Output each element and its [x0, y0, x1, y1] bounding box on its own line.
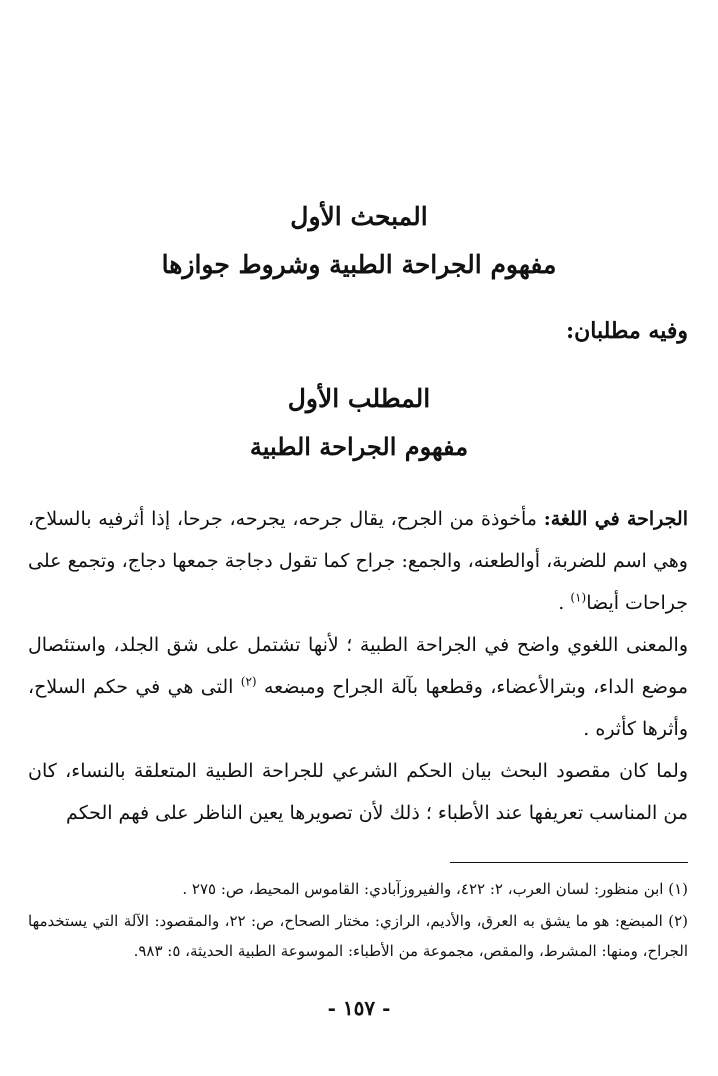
paragraph-text: مأخوذة من الجرح، يقال جرحه، يجرحه، جرحا، إذا أثرفيه بالسلاح، وهي اسم للضربة، أوالطعنه، والجمع: جراح كما تقول دجاجة جمعها دجاج، وتجمع على جراحات أيضا	[28, 508, 688, 614]
footnote-ref-2[interactable]: (٢)	[240, 674, 257, 689]
paragraph-purpose	[28, 750, 688, 834]
paragraph-text: ولما كان مقصود البحث بيان الحكم الشرعي للجراحة الطبية المتعلقة بالنساء، كان من المناسب تعريفها عند الأطباء ؛ ذلك لأن تصويرها يعين الناظر على فهم الحكم	[28, 760, 688, 824]
page-number: - ١٥٧ -	[327, 996, 391, 1020]
footnote-1: (١) ابن منظور: لسان العرب، ٢: ٤٢٢، والفيروزآبادي: القاموس المحيط، ص: ٢٧٥ .	[182, 880, 688, 898]
intro-line: وفيه مطلبان:	[566, 318, 688, 344]
paragraph-lead-term: الجراحة في اللغة:	[543, 508, 689, 530]
paragraph-end: التى هي في حكم السلاح، وأثرها كأثره .	[28, 676, 688, 740]
paragraph-end: .	[558, 592, 571, 614]
paragraph-linguistic-meaning	[28, 624, 688, 750]
footnote-divider	[450, 862, 688, 863]
section-subtitle: مفهوم الجراحة الطبية وشروط جوازها	[161, 250, 557, 279]
subsection-subtitle: مفهوم الجراحة الطبية	[249, 432, 469, 461]
footnote-ref-1[interactable]: (١)	[570, 590, 587, 605]
paragraph-text: والمعنى اللغوي واضح في الجراحة الطبية ؛ لأنها تشتمل على شق الجلد، واستئصال موضع الداء، وبترالأعضاء، وقطعها بآلة الجراح ومبضعه	[28, 634, 689, 698]
footnote-2: (٢) المبضع: هو ما يشق به العرق، والأديم، الرازي: مختار الصحاح، ص: ٢٢، والمقصود: الآلة التي يستخدمها الجراح، ومنها: المشرط، والمقص، مجموعة من الأطباء: الموسوعة الطبية الحديثة، ٥: ٩٨٣.	[28, 912, 689, 960]
subsection-title: المطلب الأول	[287, 384, 431, 413]
section-title: المبحث الأول	[290, 202, 428, 231]
paragraph-linguistic-definition	[28, 498, 688, 624]
